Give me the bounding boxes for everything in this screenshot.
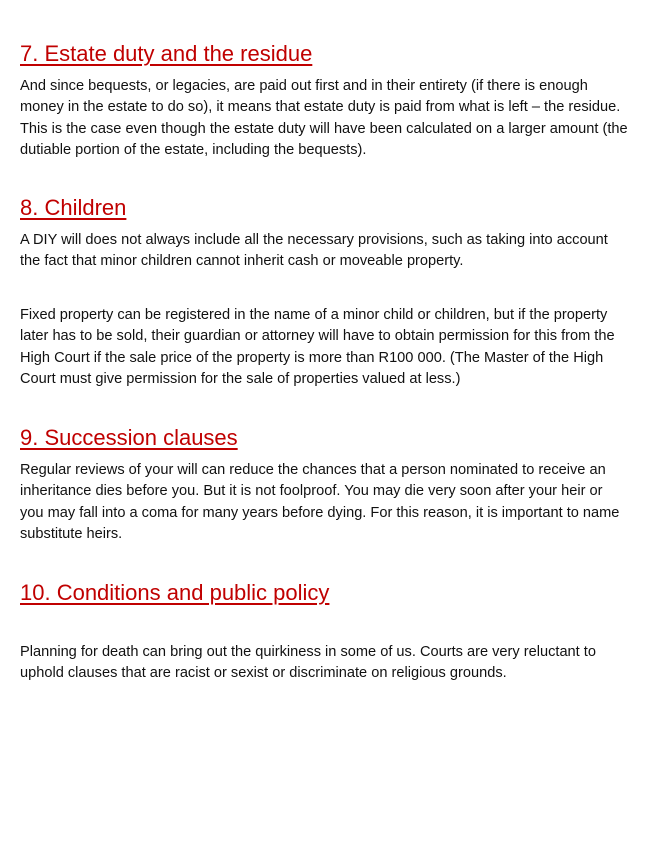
section-8-paragraph-1: A DIY will does not always include all the necessary provisions, such as taking into account the fact that minor children cannot inherit cash or moveable property.: [20, 232, 608, 270]
section-10-paragraph-1: Planning for death can bring out the quirkiness in some of us. Courts are very reluctant to uphold clauses that are racist or sexist or discriminate on religious grounds.: [20, 644, 596, 682]
section-7-paragraph-1: And since bequests, or legacies, are paid out first and in their entirety (if there is enough money in the estate to do so), it means that estate duty is paid from what is left – the residue. This is the case even though the estate duty will have been calculated on a larger amount (the dutiable portion of the estate, including the bequests).: [20, 78, 628, 158]
section-10-heading: 10. Conditions and public policy: [20, 580, 330, 605]
section-7-heading: 7. Estate duty and the residue: [20, 41, 313, 66]
section-9-heading: 9. Succession clauses: [20, 425, 238, 450]
section-8-paragraph-2: Fixed property can be registered in the name of a minor child or children, but if the property later has to be sold, their guardian or attorney will have to obtain permission for this from the High Court if the sale price of the property is more than R100 000. (The Master of the High Court must give permission for the sale of properties valued at less.): [20, 307, 615, 387]
section-9-paragraph-1: Regular reviews of your will can reduce the chances that a person nominated to receive an inheritance dies before you. But it is not foolproof. You may die very soon after your heir or you may fall into a coma for many years before dying. For this reason, it is important to name substitute heirs.: [20, 462, 620, 542]
section-8-heading: 8. Children: [20, 195, 127, 220]
